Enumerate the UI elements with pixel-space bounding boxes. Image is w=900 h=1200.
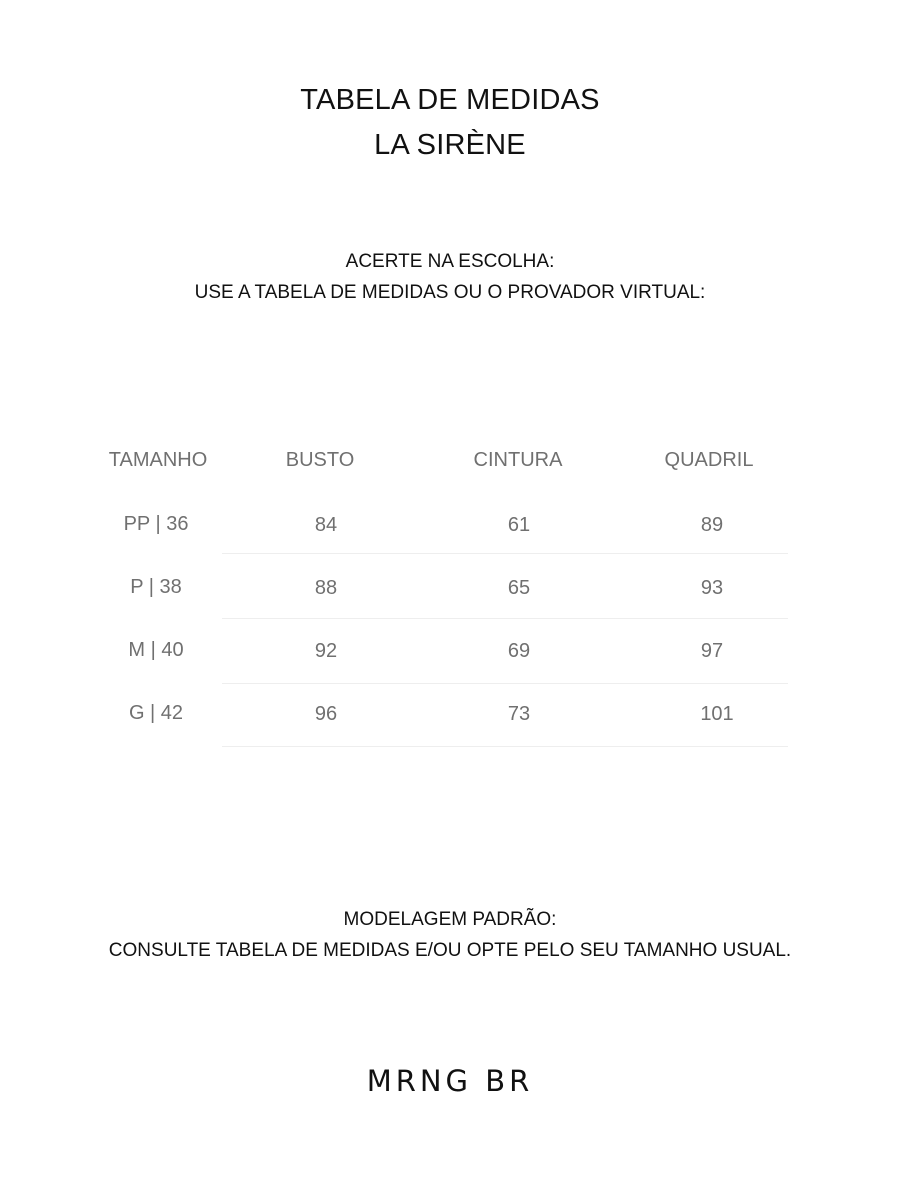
table-cell-quadril: 101 xyxy=(700,703,734,725)
table-cell-size: G | 42 xyxy=(128,702,184,724)
table-cell-busto: 96 xyxy=(314,703,338,725)
table-cell-quadril: 89 xyxy=(700,514,724,536)
table-cell-cintura: 61 xyxy=(507,514,531,536)
table-cell-busto: 92 xyxy=(314,640,338,662)
table-cell-size: PP | 36 xyxy=(123,513,189,535)
column-header-cintura: CINTURA xyxy=(473,449,563,471)
intro-line-1: ACERTE NA ESCOLHA: xyxy=(345,251,555,272)
table-cell-busto: 88 xyxy=(314,577,338,599)
row-divider xyxy=(222,683,788,684)
table-cell-quadril: 93 xyxy=(700,577,724,599)
intro-line-2: USE A TABELA DE MEDIDAS OU O PROVADOR VIRTUAL: xyxy=(194,282,706,303)
table-cell-size: P | 38 xyxy=(130,576,182,598)
page-title xyxy=(0,78,900,168)
table-cell-quadril: 97 xyxy=(700,640,724,662)
title-line-2: LA SIRÈNE xyxy=(374,129,526,161)
title-line-1: TABELA DE MEDIDAS xyxy=(300,84,600,116)
row-divider xyxy=(222,746,788,747)
fit-note xyxy=(0,904,900,966)
column-header-busto: BUSTO xyxy=(285,449,355,471)
column-header-quadril: QUADRIL xyxy=(664,449,754,471)
table-cell-cintura: 73 xyxy=(507,703,531,725)
fit-note-line-1: MODELAGEM PADRÃO: xyxy=(343,909,557,930)
row-divider xyxy=(222,553,788,554)
intro-text xyxy=(0,246,900,308)
size-table xyxy=(0,440,900,760)
table-cell-busto: 84 xyxy=(314,514,338,536)
fit-note-line-2: CONSULTE TABELA DE MEDIDAS E/OU OPTE PELO SEU TAMANHO USUAL. xyxy=(108,940,792,961)
table-cell-size: M | 40 xyxy=(128,639,184,661)
row-divider xyxy=(222,618,788,619)
table-cell-cintura: 69 xyxy=(507,640,531,662)
column-header-tamanho: TAMANHO xyxy=(108,449,208,471)
table-cell-cintura: 65 xyxy=(507,577,531,599)
brand-logo: MRNG BR xyxy=(366,1064,534,1098)
